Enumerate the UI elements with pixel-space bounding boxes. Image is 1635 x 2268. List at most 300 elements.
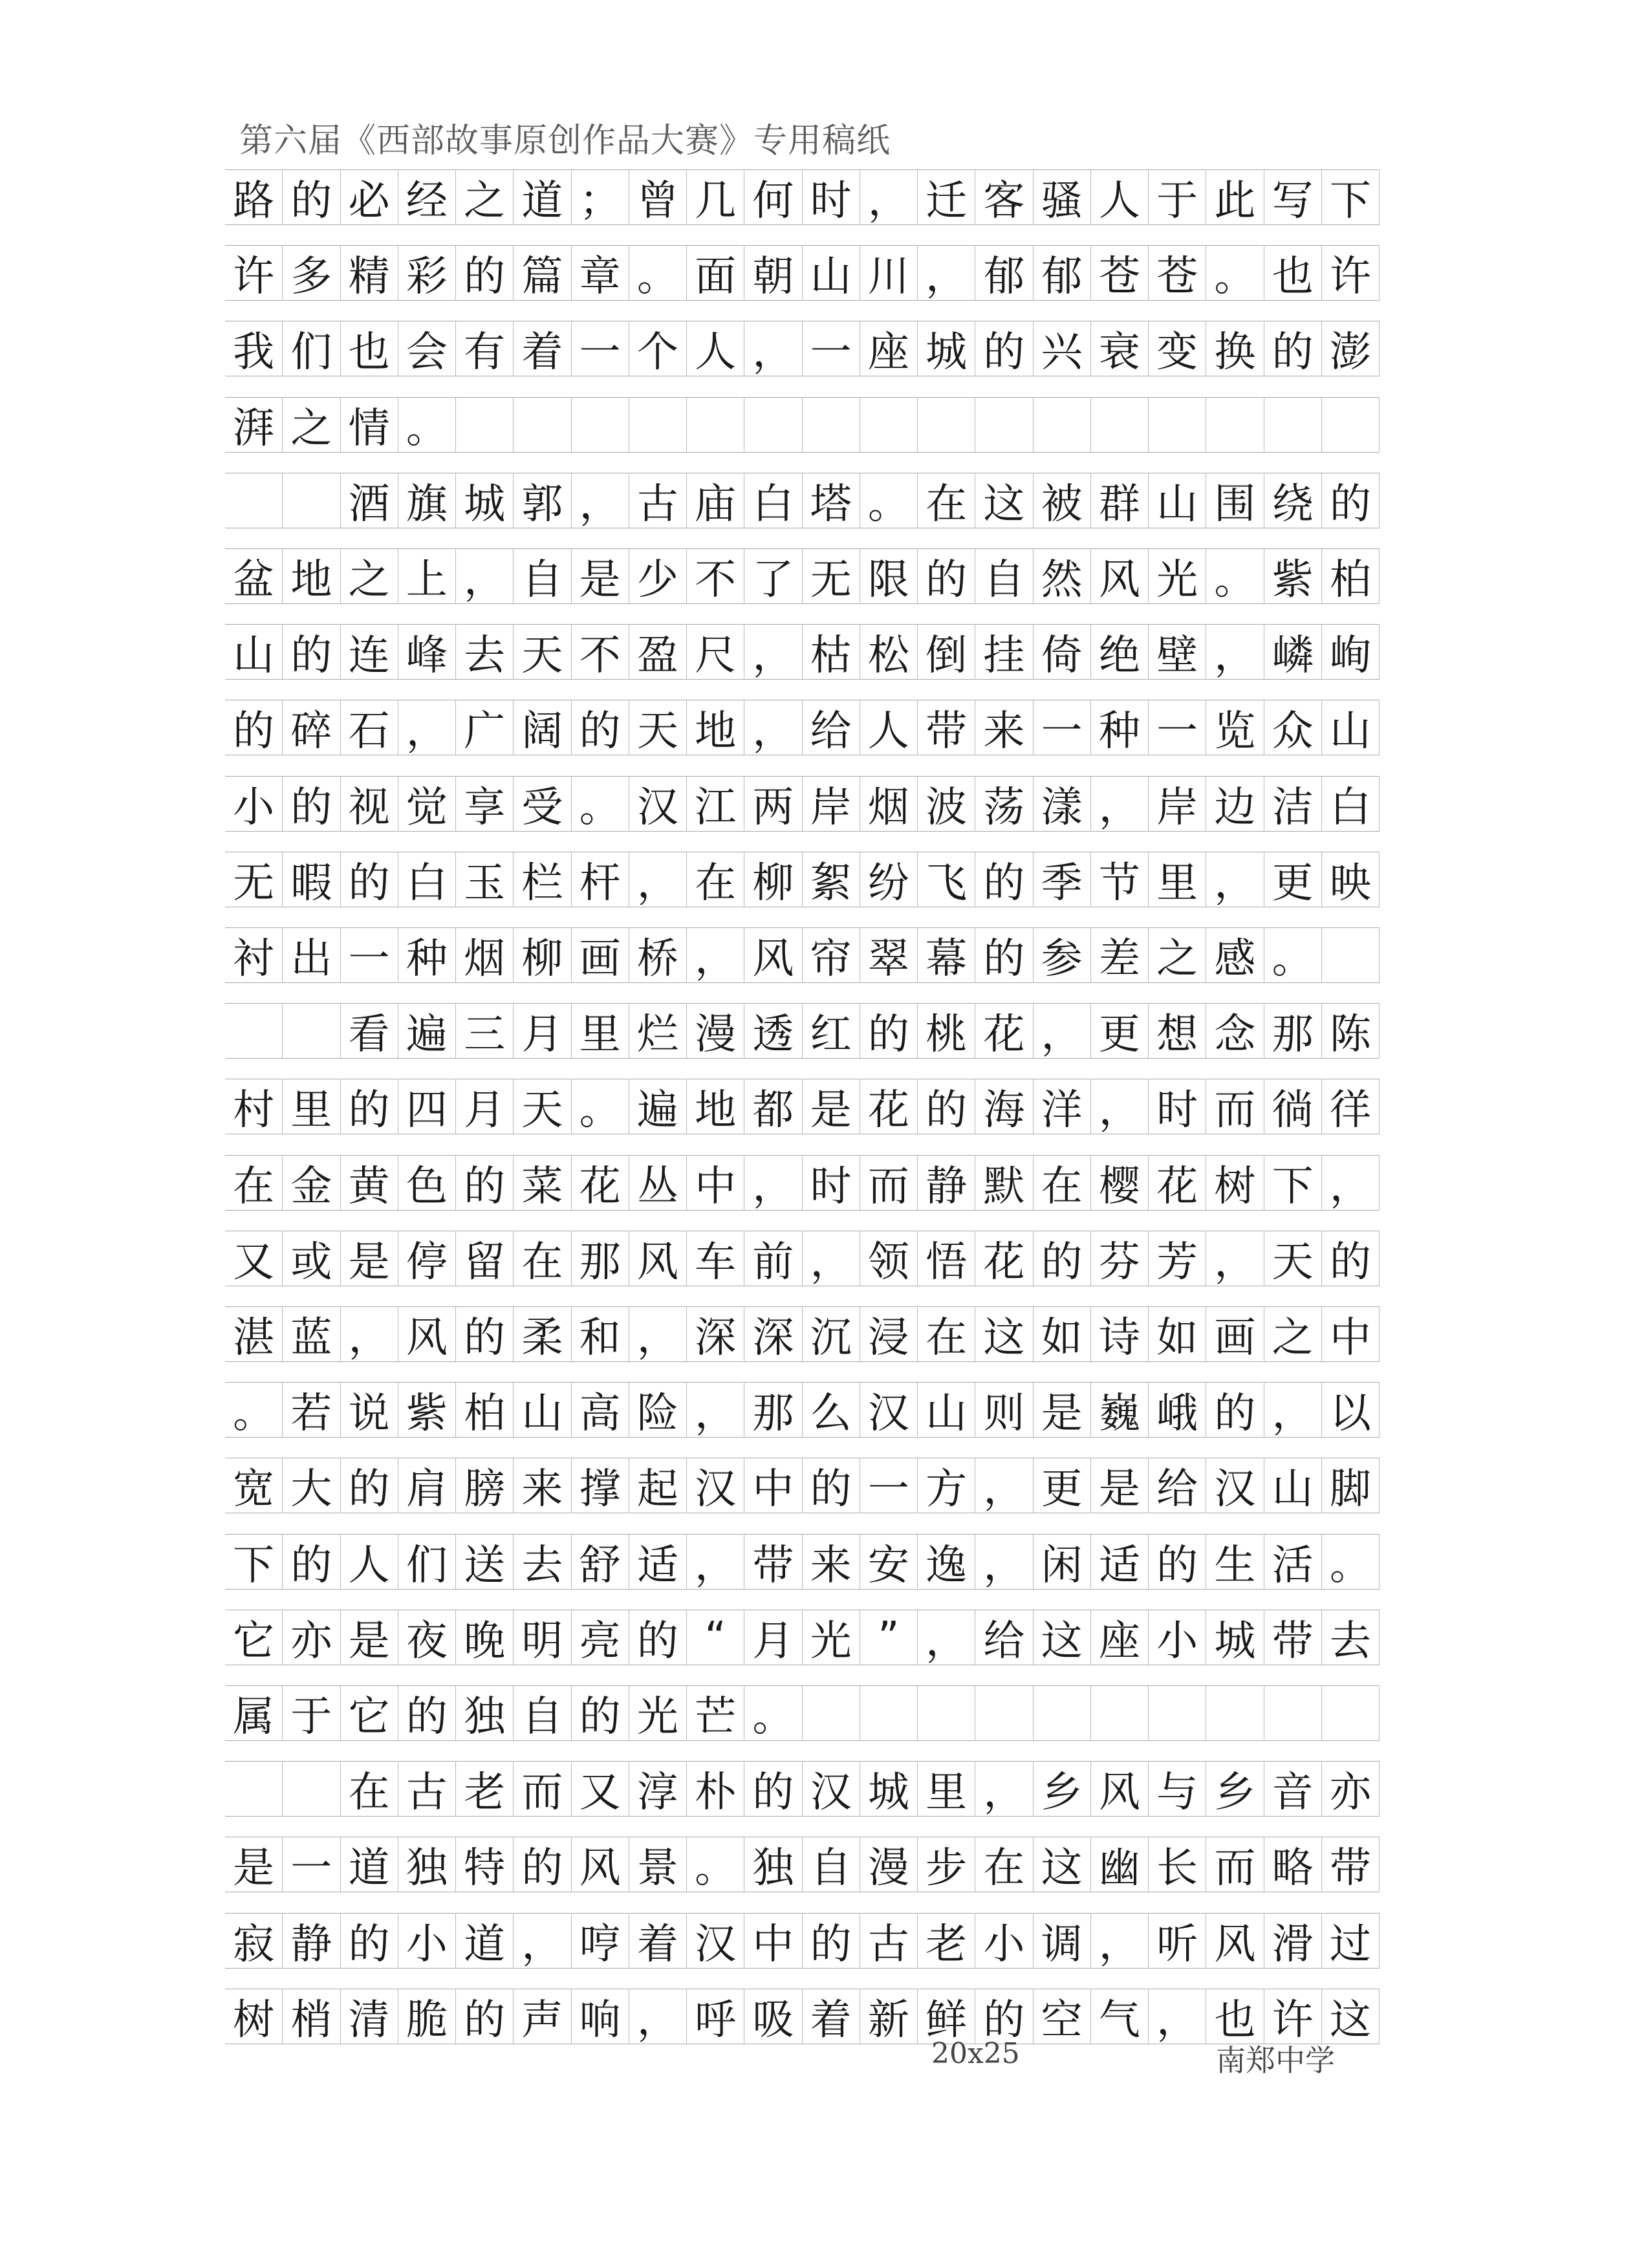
grid-cell: ， [1149,1989,1206,2044]
grid-cell: 活 [1264,1534,1322,1590]
grid-cell: 。 [1206,548,1264,604]
grid-cell [975,397,1033,453]
grid-cell: 自 [514,1685,571,1741]
grid-cell: 古 [860,1913,918,1969]
grid-cell: ， [687,1534,744,1590]
grid-cell: 。 [225,1382,283,1438]
grid-cell: 不 [572,624,629,680]
manuscript-line [225,1989,1380,2065]
grid-cell: 时 [1149,1079,1206,1134]
grid-cell: ， [918,245,975,301]
grid-cell: 座 [860,321,918,376]
grid-cell: 亦 [283,1610,340,1665]
grid-cell: 樱 [1091,1155,1149,1211]
grid-cell: 酒 [341,473,398,528]
grid-cell: 幕 [918,927,975,983]
grid-cell: 们 [398,1534,456,1590]
grid-cell: 的 [283,776,340,832]
grid-cell: 两 [744,776,802,832]
grid-cell: 滑 [1264,1913,1322,1969]
grid-cell: 里 [1149,852,1206,907]
grid-cell: 步 [918,1837,975,1892]
grid-cell: 视 [341,776,398,832]
grid-cell: 之 [1264,1306,1322,1362]
grid-cell: 留 [456,1231,514,1286]
school-name: 南郑中学 [1216,2043,1335,2078]
grid-cell: 之 [341,548,398,604]
grid-cell: 岸 [1149,776,1206,832]
grid-cell: 长 [1149,1837,1206,1892]
grid-cell: 送 [456,1534,514,1590]
grid-cell: 芬 [1091,1231,1149,1286]
grid-cell: 树 [1206,1155,1264,1211]
grid-cell: 的 [456,245,514,301]
manuscript-line [225,321,1380,397]
grid-cell: ， [514,1913,571,1969]
grid-cell: 老 [456,1761,514,1817]
grid-cell [1264,397,1322,453]
grid-cell: 画 [572,927,629,983]
grid-cell: 玉 [456,852,514,907]
grid-cell: 座 [1091,1610,1149,1665]
grid-cell: 衰 [1091,321,1149,376]
grid-cell: 宽 [225,1458,283,1513]
grid-cell: 塔 [803,473,860,528]
grid-cell: 梢 [283,1989,340,2044]
grid-cell: 小 [225,776,283,832]
manuscript-line [225,1306,1380,1383]
grid-cell: 城 [1206,1610,1264,1665]
grid-cell: 纷 [860,852,918,907]
grid-cell: 挂 [975,624,1033,680]
grid-cell: ， [744,321,802,376]
grid-cell: 无 [225,852,283,907]
grid-cell: 客 [975,169,1033,225]
grid-cell: 的 [572,700,629,755]
grid-cell: 以 [1322,1382,1380,1438]
grid-cell: 道 [341,1837,398,1892]
grid-cell: 然 [1034,548,1091,604]
grid-cell: ， [1264,1382,1322,1438]
grid-cell [283,473,340,528]
grid-cell: 闲 [1034,1534,1091,1590]
grid-cell: 是 [803,1079,860,1134]
grid-cell: 倒 [918,624,975,680]
grid-cell: 而 [514,1761,571,1817]
grid-cell: 众 [1264,700,1322,755]
manuscript-line [225,1079,1380,1155]
grid-cell: 蓝 [283,1306,340,1362]
grid-cell: 停 [398,1231,456,1286]
grid-cell: 的 [1206,1382,1264,1438]
grid-cell: 着 [514,321,571,376]
grid-cell: 风 [398,1306,456,1362]
grid-cell: ， [1091,1079,1149,1134]
grid-cell: 起 [629,1458,687,1513]
grid-cell: 芳 [1149,1231,1206,1286]
grid-cell: 月 [514,1003,571,1059]
grid-cell: 的 [860,1003,918,1059]
grid-cell: 则 [975,1382,1033,1438]
grid-cell: 过 [1322,1913,1380,1969]
grid-cell: 出 [283,927,340,983]
grid-cell: 古 [398,1761,456,1817]
grid-cell: ， [1091,776,1149,832]
grid-cell: 风 [572,1837,629,1892]
grid-cell: 花 [975,1231,1033,1286]
grid-cell: ， [1206,624,1264,680]
grid-cell: 我 [225,321,283,376]
grid-cell: 章 [572,245,629,301]
grid-cell: 郁 [975,245,1033,301]
grid-cell: 这 [1034,1610,1091,1665]
grid-cell: 鲜 [918,1989,975,2044]
grid-cell: 这 [975,1306,1033,1362]
grid-cell: 这 [1322,1989,1380,2044]
grid-cell: 衬 [225,927,283,983]
grid-cell: 的 [1034,1231,1091,1286]
manuscript-line [225,700,1380,776]
grid-cell: 中 [1322,1306,1380,1362]
grid-cell: 更 [1264,852,1322,907]
grid-cell: 骚 [1034,169,1091,225]
grid-cell: 中 [744,1458,802,1513]
grid-cell [918,1685,975,1741]
grid-cell: 人 [1091,169,1149,225]
grid-cell: ， [975,1458,1033,1513]
grid-cell: 光 [1149,548,1206,604]
grid-cell [1264,1685,1322,1741]
grid-cell: 清 [341,1989,398,2044]
grid-cell: 人 [341,1534,398,1590]
grid-cell: 变 [1149,321,1206,376]
grid-cell: 白 [1322,776,1380,832]
grid-cell: 浸 [860,1306,918,1362]
grid-cell: 多 [283,245,340,301]
grid-cell: 与 [1149,1761,1206,1817]
grid-cell: 带 [1264,1610,1322,1665]
grid-cell: 的 [975,321,1033,376]
grid-cell [1091,397,1149,453]
grid-cell: 石 [341,700,398,755]
grid-cell: ； [572,169,629,225]
grid-cell: 节 [1091,852,1149,907]
grid-cell: 是 [1091,1458,1149,1513]
grid-cell: 海 [975,1079,1033,1134]
grid-cell: 的 [975,1989,1033,2044]
grid-cell: 城 [456,473,514,528]
grid-cell: 在 [687,852,744,907]
grid-cell: 不 [687,548,744,604]
grid-cell: 紫 [1264,548,1322,604]
grid-cell: 精 [341,245,398,301]
grid-cell: 阔 [514,700,571,755]
grid-cell: 的 [803,1913,860,1969]
grid-cell: 面 [687,245,744,301]
grid-cell: 是 [572,548,629,604]
grid-cell [283,1003,340,1059]
grid-cell: 此 [1206,169,1264,225]
manuscript-line [225,1003,1380,1079]
grid-cell: 朴 [687,1761,744,1817]
grid-cell: 和 [572,1306,629,1362]
grid-cell: 这 [1034,1837,1091,1892]
manuscript-line [225,1610,1380,1686]
grid-cell: 的 [1149,1534,1206,1590]
grid-cell: 的 [341,1913,398,1969]
grid-cell: 晚 [456,1610,514,1665]
grid-cell: 江 [687,776,744,832]
grid-cell: 风 [1091,548,1149,604]
grid-cell [918,397,975,453]
grid-cell: ， [341,1306,398,1362]
grid-cell: 听 [1149,1913,1206,1969]
grid-cell: 的 [629,1610,687,1665]
grid-cell: 自 [803,1837,860,1892]
grid-cell: 的 [341,1458,398,1513]
grid-cell: 迁 [918,169,975,225]
grid-cell: 絮 [803,852,860,907]
grid-cell: 苍 [1091,245,1149,301]
grid-cell: 桥 [629,927,687,983]
grid-cell: 松 [860,624,918,680]
grid-cell: 碎 [283,700,340,755]
grid-cell: 逸 [918,1534,975,1590]
grid-cell: ， [744,1155,802,1211]
grid-cell: ， [1322,1155,1380,1211]
grid-cell: 。 [687,1837,744,1892]
grid-cell: ， [1091,1913,1149,1969]
grid-cell: 洁 [1264,776,1322,832]
grid-cell: 下 [225,1534,283,1590]
grid-cell: 遍 [398,1003,456,1059]
grid-cell: 岸 [803,776,860,832]
grid-cell: 。 [629,245,687,301]
grid-cell: 的 [975,927,1033,983]
grid-cell [572,397,629,453]
manuscript-line [225,1155,1380,1231]
grid-cell: 峰 [398,624,456,680]
grid-cell: 画 [1206,1306,1264,1362]
grid-cell: 明 [514,1610,571,1665]
grid-cell: 中 [744,1913,802,1969]
manuscript-grid [225,169,1380,2064]
grid-cell: 盈 [629,624,687,680]
grid-cell: 风 [744,927,802,983]
grid-cell: 帘 [803,927,860,983]
grid-cell: 花 [572,1155,629,1211]
grid-cell: 翠 [860,927,918,983]
grid-cell: “ [687,1610,744,1665]
manuscript-line [225,1231,1380,1307]
grid-cell: 许 [225,245,283,301]
manuscript-line [225,852,1380,928]
grid-cell: 或 [283,1231,340,1286]
grid-cell: 的 [918,1079,975,1134]
grid-cell: 车 [687,1231,744,1286]
grid-cell: 绕 [1264,473,1322,528]
manuscript-line [225,1382,1380,1458]
grid-cell: 若 [283,1382,340,1438]
grid-cell: 写 [1264,169,1322,225]
grid-cell: 金 [283,1155,340,1211]
grid-cell [744,397,802,453]
grid-cell: 一 [860,1458,918,1513]
grid-cell: 们 [283,321,340,376]
grid-cell: 于 [1149,169,1206,225]
grid-cell: 的 [456,1155,514,1211]
grid-cell: 的 [975,852,1033,907]
manuscript-line [225,397,1380,473]
grid-cell: 而 [860,1155,918,1211]
grid-cell: 庙 [687,473,744,528]
grid-cell: 带 [1322,1837,1380,1892]
grid-cell: 红 [803,1003,860,1059]
grid-cell: 旗 [398,473,456,528]
grid-cell: 生 [1206,1534,1264,1590]
grid-cell: 风 [629,1231,687,1286]
grid-cell: 之 [283,397,340,453]
grid-cell: 也 [341,321,398,376]
grid-cell: 峨 [1149,1382,1206,1438]
grid-cell: 适 [629,1534,687,1590]
grid-cell: 给 [803,700,860,755]
grid-cell: 给 [1149,1458,1206,1513]
grid-cell: 在 [918,473,975,528]
grid-cell: 撑 [572,1458,629,1513]
grid-cell: 那 [1264,1003,1322,1059]
grid-cell: 着 [803,1989,860,2044]
grid-cell: 深 [744,1306,802,1362]
grid-cell: 几 [687,169,744,225]
grid-cell: 的 [283,169,340,225]
grid-cell [860,1685,918,1741]
grid-cell: 天 [629,700,687,755]
grid-cell: 群 [1091,473,1149,528]
grid-cell: 悟 [918,1231,975,1286]
grid-cell: 透 [744,1003,802,1059]
grid-cell: 山 [1264,1458,1322,1513]
grid-cell: 音 [1264,1761,1322,1817]
grid-cell: 带 [918,700,975,755]
grid-cell [283,1761,340,1817]
grid-cell: 边 [1206,776,1264,832]
grid-cell: 呼 [687,1989,744,2044]
grid-cell: 的 [283,1534,340,1590]
grid-cell: 的 [918,548,975,604]
grid-cell: 独 [398,1837,456,1892]
grid-cell: 被 [1034,473,1091,528]
grid-cell: 山 [514,1382,571,1438]
grid-cell: 脚 [1322,1458,1380,1513]
grid-cell: 柏 [1322,548,1380,604]
grid-cell: 肩 [398,1458,456,1513]
manuscript-line [225,776,1380,852]
grid-cell: 参 [1034,927,1091,983]
grid-cell: 在 [918,1306,975,1362]
grid-cell: ， [629,852,687,907]
grid-cell: 一 [572,321,629,376]
grid-cell [1034,1685,1091,1741]
grid-cell: 略 [1264,1837,1322,1892]
grid-cell: 如 [1149,1306,1206,1362]
grid-cell [456,397,514,453]
grid-cell: 适 [1091,1534,1149,1590]
grid-cell: 给 [975,1610,1033,1665]
grid-cell: 响 [572,1989,629,2044]
grid-cell: ， [803,1231,860,1286]
grid-cell: 寂 [225,1913,283,1969]
grid-cell: 古 [629,473,687,528]
grid-cell [975,1685,1033,1741]
grid-cell: 之 [456,169,514,225]
grid-cell: 山 [803,245,860,301]
grid-cell: 览 [1206,700,1264,755]
grid-cell: 季 [1034,852,1091,907]
grid-cell: 的 [572,1685,629,1741]
grid-cell [860,397,918,453]
grid-cell: 受 [514,776,571,832]
grid-cell: 地 [687,700,744,755]
grid-cell: 必 [341,169,398,225]
grid-cell: 烟 [860,776,918,832]
grid-cell: 都 [744,1079,802,1134]
grid-cell [1206,1685,1264,1741]
grid-cell: 广 [456,700,514,755]
grid-cell: 朝 [744,245,802,301]
grid-cell: 陈 [1322,1003,1380,1059]
grid-cell: ， [1206,1231,1264,1286]
grid-cell: 的 [341,852,398,907]
grid-cell [803,1685,860,1741]
grid-cell: 。 [572,776,629,832]
grid-cell: 天 [514,624,571,680]
grid-cell [514,397,571,453]
grid-cell: 在 [514,1231,571,1286]
grid-cell [803,397,860,453]
manuscript-line [225,245,1380,321]
grid-cell: 烟 [456,927,514,983]
grid-cell: 郭 [514,473,571,528]
grid-cell: 是 [1034,1382,1091,1438]
grid-cell: 苍 [1149,245,1206,301]
grid-cell: 花 [1149,1155,1206,1211]
grid-cell: 自 [514,548,571,604]
grid-cell: 而 [1206,1837,1264,1892]
grid-cell: 的 [1264,321,1322,376]
grid-cell: 带 [744,1534,802,1590]
grid-cell: 于 [283,1685,340,1741]
grid-cell: 湃 [225,397,283,453]
grid-cell: 何 [744,169,802,225]
grid-cell: 郁 [1034,245,1091,301]
grid-cell: 四 [398,1079,456,1134]
grid-cell: 的 [341,1079,398,1134]
grid-cell: 气 [1091,1989,1149,2044]
paper-header: 第六届《西部故事原创作品大赛》专用稿纸 [239,122,891,160]
grid-cell: 声 [514,1989,571,2044]
grid-cell: 小 [975,1913,1033,1969]
grid-cell: 这 [975,473,1033,528]
grid-cell: ， [456,548,514,604]
grid-cell: 尺 [687,624,744,680]
manuscript-line [225,1685,1380,1762]
grid-cell: 方 [918,1458,975,1513]
grid-cell: 壁 [1149,624,1206,680]
grid-cell: ， [860,169,918,225]
grid-cell: 柳 [514,927,571,983]
grid-cell: 会 [398,321,456,376]
